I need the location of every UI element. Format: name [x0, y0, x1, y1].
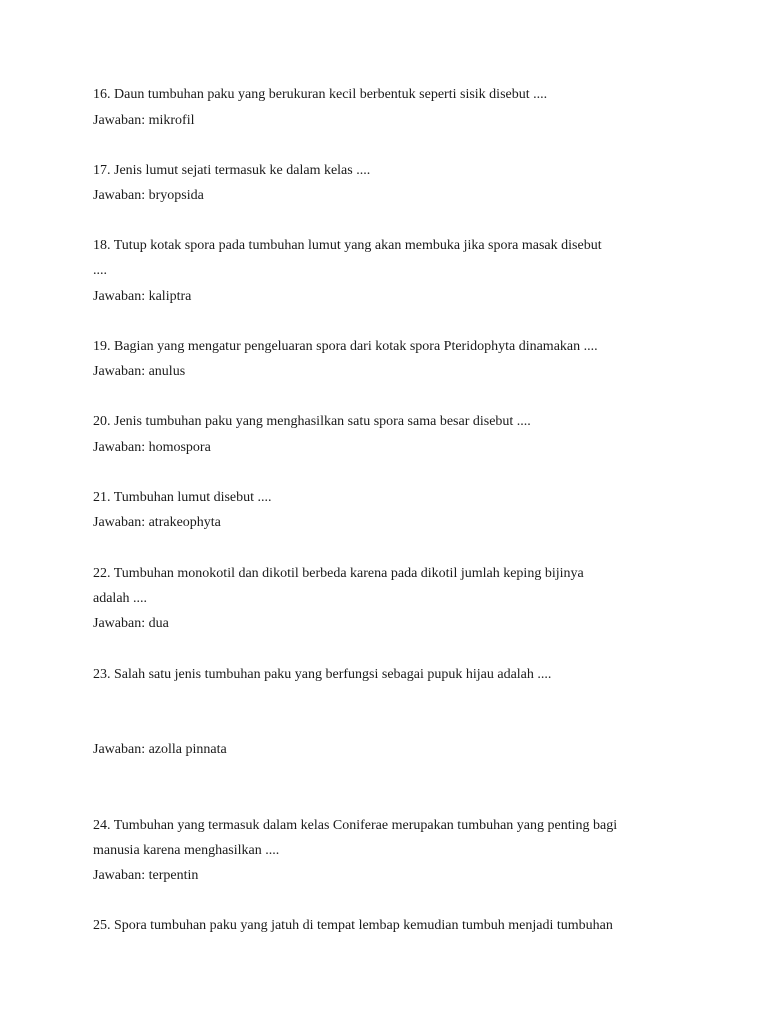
question-22-line-1: 22. Tumbuhan monokotil dan dikotil berbeda karena pada dikotil jumlah keping bijinya [93, 566, 584, 581]
answer-22: Jawaban: dua [93, 616, 169, 631]
question-21-line-1: 21. Tumbuhan lumut disebut .... [93, 490, 272, 505]
question-22-line-2: adalah .... [93, 591, 148, 606]
question-23-line-1: 23. Salah satu jenis tumbuhan paku yang berfungsi sebagai pupuk hijau adalah .... [93, 667, 552, 682]
question-19-line-1: 19. Bagian yang mengatur pengeluaran spora dari kotak spora Pteridophyta dinamakan .... [93, 339, 598, 354]
answer-23: Jawaban: azolla pinnata [93, 742, 227, 757]
answer-20: Jawaban: homospora [93, 440, 211, 455]
question-24-line-2: manusia karena menghasilkan .... [93, 843, 280, 858]
question-24-line-1: 24. Tumbuhan yang termasuk dalam kelas Coniferae merupakan tumbuhan yang penting bagi [93, 818, 618, 833]
answer-16: Jawaban: mikrofil [93, 113, 195, 128]
question-18-line-2: .... [93, 263, 107, 278]
answer-19: Jawaban: anulus [93, 364, 186, 379]
answer-24: Jawaban: terpentin [93, 868, 199, 883]
answer-17: Jawaban: bryopsida [93, 188, 204, 203]
question-20-line-1: 20. Jenis tumbuhan paku yang menghasilkan satu spora sama besar disebut .... [93, 414, 531, 429]
question-16-line-1: 16. Daun tumbuhan paku yang berukuran kecil berbentuk seperti sisik disebut .... [93, 87, 548, 102]
question-18-line-1: 18. Tutup kotak spora pada tumbuhan lumut yang akan membuka jika spora masak disebut [93, 238, 602, 253]
question-17-line-1: 17. Jenis lumut sejati termasuk ke dalam kelas .... [93, 163, 371, 178]
answer-18: Jawaban: kaliptra [93, 289, 192, 304]
question-25-line-1: 25. Spora tumbuhan paku yang jatuh di tempat lembap kemudian tumbuh menjadi tumbuhan [93, 918, 613, 933]
answer-21: Jawaban: atrakeophyta [93, 515, 221, 530]
